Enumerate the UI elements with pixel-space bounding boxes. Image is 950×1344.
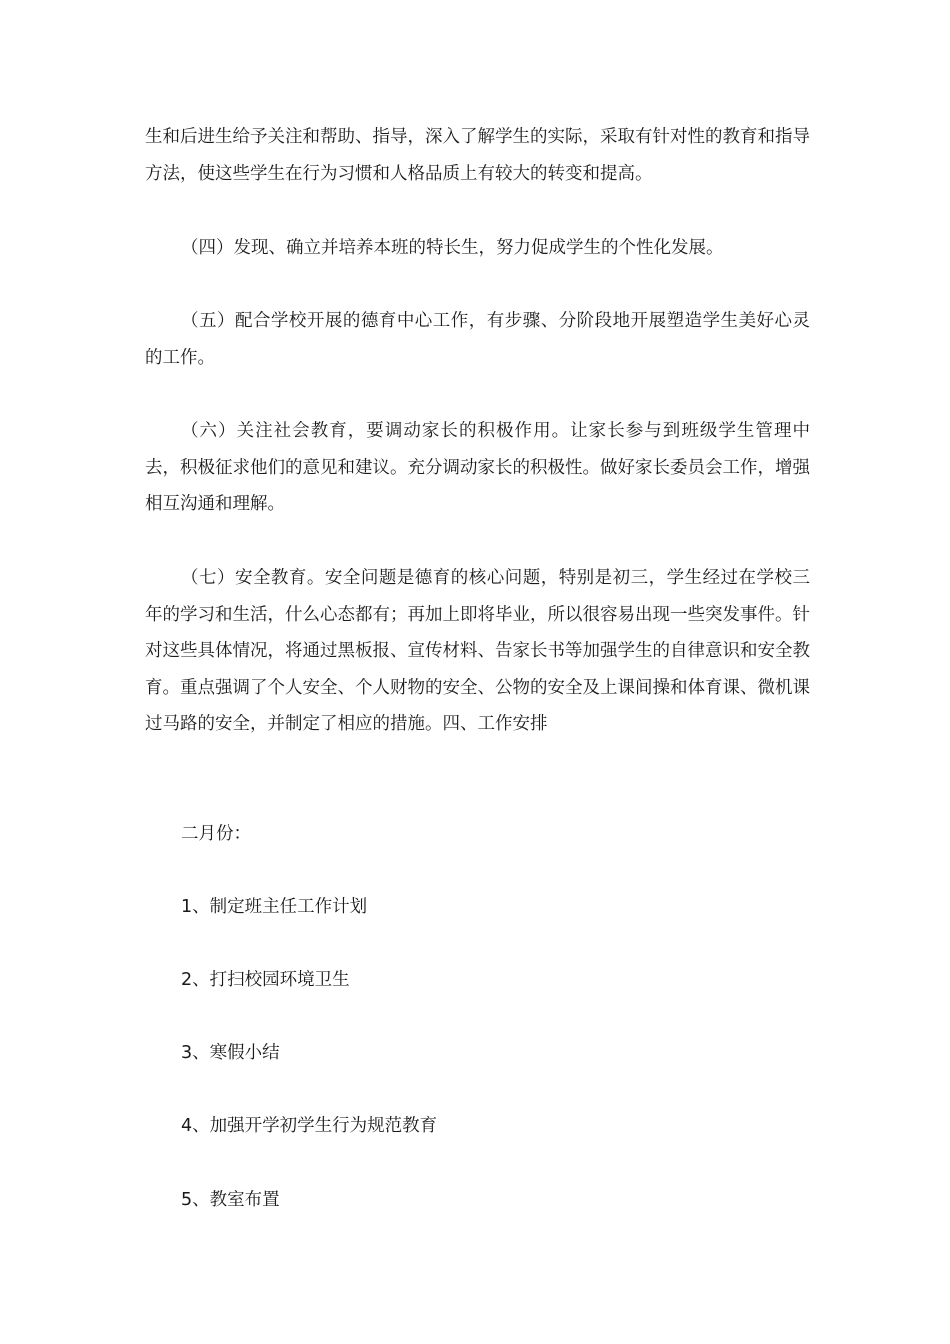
list-item: 3、寒假小结	[181, 1043, 280, 1063]
list-item: 5、教室布置	[181, 1190, 280, 1210]
month-heading: 二月份：	[181, 824, 251, 844]
list-item: 1、制定班主任工作计划	[181, 897, 368, 917]
list-item: 2、打扫校园环境卫生	[181, 970, 350, 990]
paragraph-section-6: （六）关注社会教育，要调动家长的积极作用。让家长参与到班级学生管理中去，积极征求他们的意见和建议。充分调动家长的积极性。做好家长委员会工作，增强相互沟通和理解。	[145, 421, 810, 514]
list-item: 4、加强开学初学生行为规范教育	[181, 1116, 438, 1136]
paragraph-section-7: （七）安全教育。安全问题是德育的核心问题，特别是初三，学生经过在学校三年的学习和生活，什么心态都有；再加上即将毕业，所以很容易出现一些突发事件。针对这些具体情况，将通过黑板报、宣传材料、告家长书等加强学生的自律意识和安全教育。重点强调了个人安全、个人财物的安全、公物的安全及上课间操和体育课、微机课过马路的安全，并制定了相应的措施。四、工作安排	[145, 568, 810, 734]
paragraph-section-5: （五）配合学校开展的德育中心工作，有步骤、分阶段地开展塑造学生美好心灵的工作。	[145, 311, 810, 368]
paragraph-section-4: （四）发现、确立并培养本班的特长生，努力促成学生的个性化发展。	[181, 238, 724, 258]
paragraph-continuation: 生和后进生给予关注和帮助、指导，深入了解学生的实际，采取有针对性的教育和指导方法，使这些学生在行为习惯和人格品质上有较大的转变和提高。	[145, 127, 810, 184]
